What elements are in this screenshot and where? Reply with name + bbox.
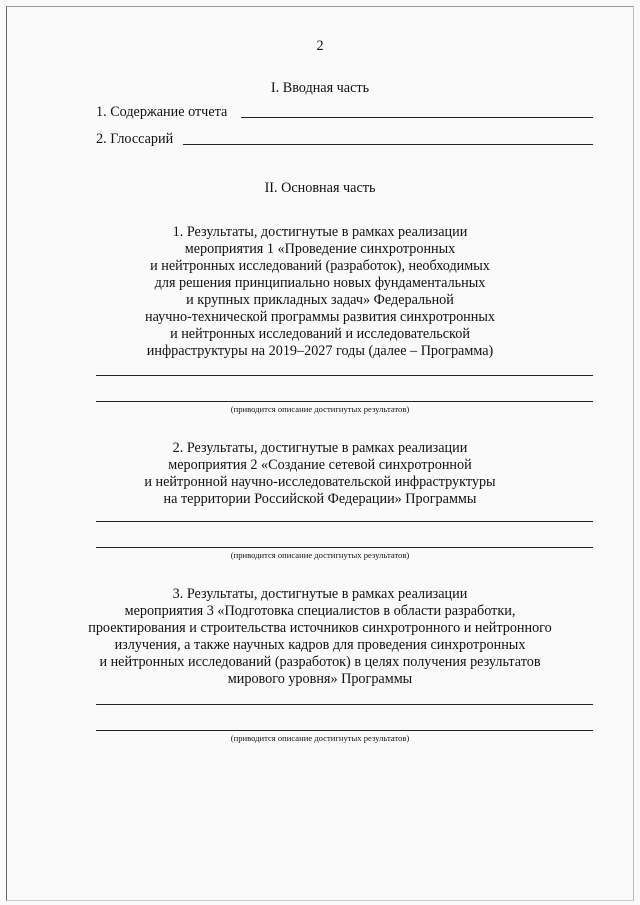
- section-3-heading: [0, 586, 640, 688]
- section-1-answer-line: [96, 375, 593, 376]
- section-2-line: на территории Российской Федерации» Программы: [163, 491, 477, 507]
- section-2-caption: (приводится описание достигнутых результатов): [230, 550, 410, 560]
- section-1-line: для решения принципиально новых фундаментальных: [154, 275, 486, 291]
- section-3-line: мирового уровня» Программы: [227, 671, 413, 687]
- intro-heading: I. Вводная часть: [270, 80, 370, 96]
- section-1-answer-line: [96, 401, 593, 402]
- section-2-line: 2. Результаты, достигнутые в рамках реализации: [172, 440, 468, 456]
- fill-line-contents: [241, 117, 593, 118]
- section-1-line: и крупных прикладных задач» Федеральной: [186, 292, 454, 308]
- section-2-answer-line: [96, 521, 593, 522]
- section-2-line: мероприятия 2 «Создание сетевой синхротронной: [168, 457, 472, 473]
- section-3-line: излучения, а также научных кадров для проведения синхротронных: [114, 637, 526, 653]
- section-3-line: и нейтронных исследований (разработок) в целях получения результатов: [99, 654, 541, 670]
- main-heading: II. Основная часть: [264, 180, 376, 196]
- section-3-line: проектирования и строительства источников синхротронного и нейтронного: [88, 620, 552, 636]
- section-1-heading: [0, 224, 640, 360]
- section-1-line: и нейтронных исследований (разработок), необходимых: [150, 258, 490, 274]
- section-3-caption: (приводится описание достигнутых результатов): [230, 733, 410, 743]
- section-2-answer-line: [96, 547, 593, 548]
- toc-item-glossary: 2. Глоссарий: [96, 131, 174, 147]
- section-1-line: мероприятия 1 «Проведение синхротронных: [184, 241, 456, 257]
- section-3-line: 3. Результаты, достигнутые в рамках реализации: [172, 586, 468, 602]
- toc-item-contents: 1. Содержание отчета: [96, 104, 228, 120]
- fill-line-glossary: [183, 144, 593, 145]
- section-1-caption: (приводится описание достигнутых результатов): [230, 404, 410, 414]
- section-1-line: научно-технической программы развития синхротронных: [144, 309, 495, 325]
- page-number: 2: [316, 38, 324, 54]
- section-3-answer-line: [96, 704, 593, 705]
- section-2-line: и нейтронной научно-исследовательской инфраструктуры: [144, 474, 496, 490]
- section-1-line: 1. Результаты, достигнутые в рамках реализации: [172, 224, 468, 240]
- section-2-heading: [0, 440, 640, 508]
- section-3-answer-line: [96, 730, 593, 731]
- section-1-line: и нейтронных исследований и исследовательской: [170, 326, 470, 342]
- section-3-line: мероприятия 3 «Подготовка специалистов в области разработки,: [124, 603, 516, 619]
- section-1-line: инфраструктуры на 2019–2027 годы (далее – Программа): [146, 343, 494, 359]
